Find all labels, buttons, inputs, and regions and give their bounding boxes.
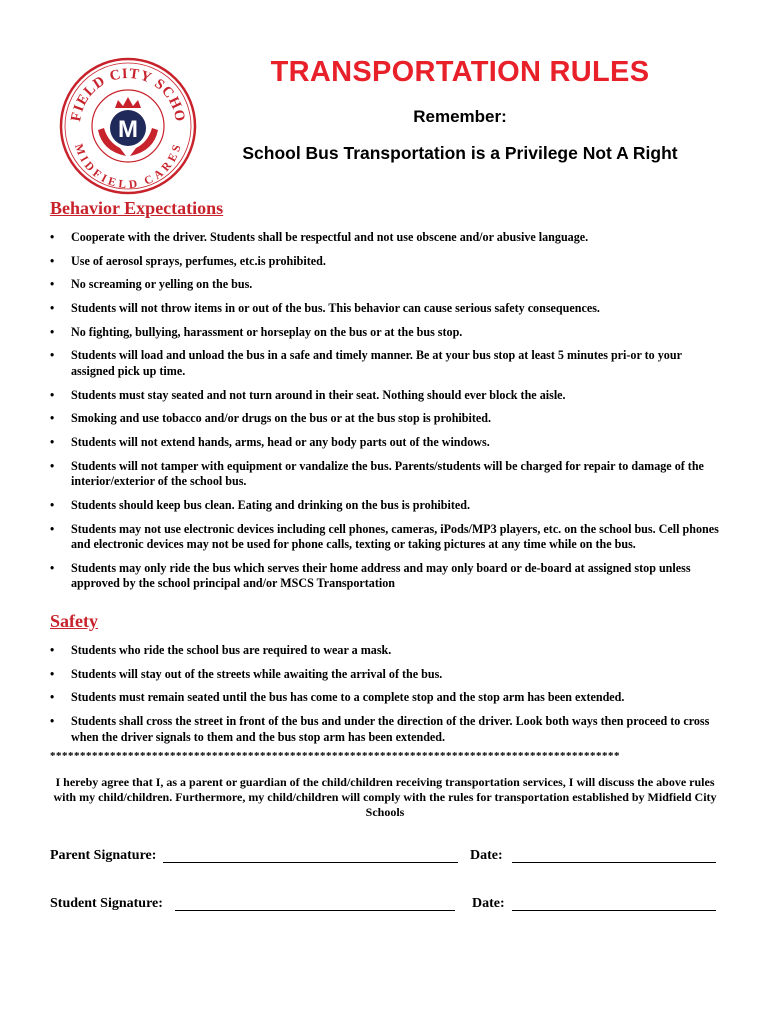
bullet: • [50,348,55,363]
behavior-heading: Behavior Expectations [50,198,224,218]
behavior-item: • Students will not tamper with equipment or vandalize the bus. Parents/students will be charged for repair to damage of the interior/exterior of the school bus. [50,458,704,489]
safety-item: • Students shall cross the street in front of the bus and under the direction of the driver. Look both ways then proceed to cross when the driver signals to them and the bus stop arm has been extended. [50,714,710,744]
bullet: • [50,253,55,268]
safety-list [50,643,720,753]
bullet: • [50,560,55,575]
bullet: • [50,277,55,292]
bullet: • [50,714,55,729]
parent-date-line[interactable] [512,848,716,863]
bullet: • [50,643,55,657]
bullet: • [50,301,55,316]
bullet: • [50,458,55,473]
behavior-item: • Use of aerosol sprays, perfumes, etc.is prohibited. [50,253,326,268]
remember-heading: Remember: [413,107,507,126]
parent-signature-line[interactable] [163,848,458,863]
behavior-list [50,230,720,600]
logo-arc-bottom-text: MIDFIELD CARES [72,142,184,192]
agreement-text: I hereby agree that I, as a parent or guardian of the child/children receiving transportation services, I will discuss the above rules with my child/children. Furthermore, my child/children will comply with the rules for transportation established by Midfield City Schools [53,775,717,819]
star-divider: *********************************************************************************************** [50,750,620,762]
behavior-item: • Students will not throw items in or out of the bus. This behavior can cause serious safety consequences. [50,301,600,316]
behavior-item: • Students may only ride the bus which serves their home address and may only board or de-board at assigned stop unless approved by the school principal and/or MSCS Transportation [50,560,691,591]
student-date-label: Date: [472,896,505,911]
logo-arc-top-text: FIELD CITY SCHO [68,65,189,124]
page-subtitle: School Bus Transportation is a Privilege Not A Right [242,143,678,163]
behavior-item: • Students may not use electronic devices including cell phones, cameras, iPods/MP3 players, etc. on the school bus. Cell phones and electronic devices may not be used for phone calls, texting or taking pictures at any time while on the bus. [50,521,719,552]
safety-heading: Safety [50,611,98,631]
bullet: • [50,324,55,339]
behavior-item: • Students will not extend hands, arms, head or any body parts out of the windows. [50,435,490,449]
parent-signature-label: Parent Signature: [50,848,157,863]
student-date-line[interactable] [512,896,716,911]
behavior-item: • No screaming or yelling on the bus. [50,277,253,292]
bullet: • [50,521,55,536]
behavior-item: • Students will load and unload the bus in a safe and timely manner. Be at your bus stop at least 5 minutes pri-or to your assigned pick up time. [50,348,682,378]
bullet: • [50,666,55,681]
safety-item: • Students who ride the school bus are required to wear a mask. [50,643,392,657]
safety-item: • Students must remain seated until the bus has come to a complete stop and the stop arm has been extended. [50,690,625,705]
behavior-item: • Smoking and use tobacco and/or drugs on the bus or at the bus stop is prohibited. [50,411,492,426]
school-logo [58,56,198,196]
bullet: • [50,230,55,244]
safety-item: • Students will stay out of the streets while awaiting the arrival of the bus. [50,666,443,681]
behavior-item: • Cooperate with the driver. Students shall be respectful and not use obscene and/or abusive language. [50,230,589,244]
page-title: TRANSPORTATION RULES [270,56,650,88]
behavior-item: • Students should keep bus clean. Eating and drinking on the bus is prohibited. [50,497,471,512]
bullet: • [50,411,55,426]
student-signature-line[interactable] [175,896,455,911]
bullet: • [50,690,55,705]
behavior-item: • No fighting, bullying, harassment or horseplay on the bus or at the bus stop. [50,324,463,339]
student-signature-label: Student Signature: [50,896,163,911]
bullet: • [50,435,55,449]
behavior-item: • Students must stay seated and not turn around in their seat. Nothing should ever block the aisle. [50,387,566,402]
parent-date-label: Date: [470,848,503,863]
bullet: • [50,497,55,512]
bullet: • [50,387,55,402]
logo-monogram: M [118,116,138,143]
